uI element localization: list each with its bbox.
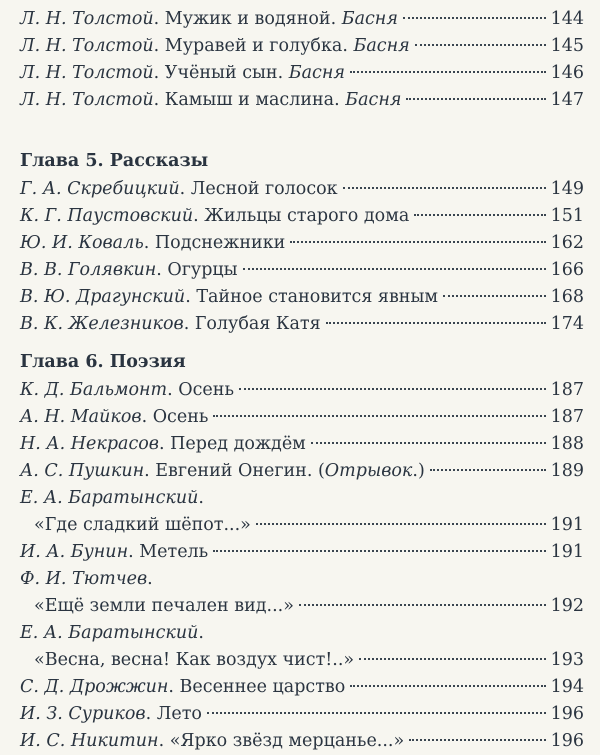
dot-leader: [415, 44, 546, 46]
entry-author: Е. А. Баратынский: [20, 623, 199, 643]
dot-leader: [350, 71, 546, 73]
entry-author: С. Д. Дрожжин: [20, 677, 169, 697]
entry-text: [20, 728, 404, 755]
entry-author: Е. А. Баратынский: [20, 488, 199, 508]
toc-entry[interactable]: [20, 512, 584, 539]
entry-title: . Лесной голосок: [179, 179, 338, 199]
dot-leader: [343, 187, 546, 189]
toc-section-chapter-6: [20, 347, 584, 755]
entry-title: . Огурцы: [156, 260, 238, 280]
toc-entry[interactable]: [20, 566, 584, 593]
entry-text: [20, 230, 285, 257]
toc-section-chapter-5: [20, 146, 584, 338]
entry-text: [20, 566, 153, 593]
toc-entry[interactable]: [20, 203, 584, 230]
toc-entry[interactable]: [20, 377, 584, 404]
entry-page-number: 191: [550, 515, 584, 535]
entry-title: . Жильцы старого дома: [193, 206, 410, 226]
entry-text: [34, 593, 294, 620]
entry-title: . Камыш и маслина.: [153, 90, 346, 110]
entry-page-number: 146: [550, 63, 584, 83]
entry-title: «Где сладкий шёпот...»: [34, 515, 251, 535]
entry-author: Л. Н. Толстой: [20, 63, 154, 83]
entry-text: [20, 674, 345, 701]
entry-text: [20, 203, 409, 230]
entry-author: И. А. Бунин: [20, 542, 129, 562]
toc-entry[interactable]: [20, 60, 584, 87]
toc-entry[interactable]: [20, 593, 584, 620]
entry-text: [20, 377, 234, 404]
dot-leader: [430, 469, 546, 471]
entry-author: Л. Н. Толстой: [20, 90, 154, 110]
entry-page-number: 168: [550, 287, 584, 307]
chapter-title: Глава 6. Поэзия: [20, 352, 186, 372]
toc-entry[interactable]: [20, 728, 584, 755]
toc-entry[interactable]: [20, 647, 584, 674]
toc-entry[interactable]: [20, 674, 584, 701]
entry-page-number: 192: [550, 596, 584, 616]
entry-text: [20, 311, 321, 338]
dot-leader: [414, 214, 545, 216]
entry-page-number: 187: [550, 380, 584, 400]
entry-title: .: [147, 569, 153, 589]
dot-leader: [443, 295, 546, 297]
toc-entry[interactable]: [20, 485, 584, 512]
entry-text: [20, 33, 410, 60]
entry-text: [20, 176, 338, 203]
toc-section-fables: [20, 6, 584, 114]
dot-leader: [359, 658, 545, 660]
toc-entry[interactable]: [20, 620, 584, 647]
dot-leader: [207, 712, 546, 714]
entry-title: . Муравей и голубка.: [153, 36, 354, 56]
entry-title: . «Ярко звёзд мерцанье...»: [158, 731, 405, 751]
toc-entry[interactable]: [20, 458, 584, 485]
entry-text: [20, 701, 202, 728]
toc-entry[interactable]: [20, 257, 584, 284]
entry-author: И. З. Суриков: [20, 704, 146, 724]
entry-text: [20, 458, 425, 485]
entry-page-number: 166: [550, 260, 584, 280]
toc-entry[interactable]: [20, 701, 584, 728]
entry-title: . Учёный сын.: [153, 63, 289, 83]
entry-author: Ю. И. Коваль: [20, 233, 144, 253]
toc-entry[interactable]: [20, 431, 584, 458]
dot-leader: [326, 322, 546, 324]
entry-page-number: 144: [550, 9, 584, 29]
entry-page-number: 193: [550, 650, 584, 670]
entry-author: В. К. Железников: [20, 314, 184, 334]
entry-author: А. Н. Майков: [20, 407, 142, 427]
entry-title: .: [198, 623, 204, 643]
dot-leader: [311, 442, 546, 444]
entry-title: .: [198, 488, 204, 508]
entry-title: . Голубая Катя: [183, 314, 321, 334]
entry-author: К. Г. Паустовский: [20, 206, 194, 226]
entry-author: Л. Н. Толстой: [20, 9, 154, 29]
entry-text: [20, 257, 238, 284]
entry-text: [20, 431, 306, 458]
entry-title: . Мужик и водяной.: [153, 9, 342, 29]
dot-leader: [256, 523, 546, 525]
entry-text: [20, 284, 438, 311]
dot-leader: [213, 415, 545, 417]
entry-page-number: 145: [550, 36, 584, 56]
entry-author: Л. Н. Толстой: [20, 36, 154, 56]
entry-text: [34, 647, 354, 674]
entry-text: [20, 620, 204, 647]
entry-title: . Подснежники: [143, 233, 286, 253]
entry-text: [34, 512, 251, 539]
entry-text: [20, 87, 401, 114]
entry-author: В. В. Голявкин: [20, 260, 157, 280]
entry-text: [20, 60, 345, 87]
entry-title: . Осень: [141, 407, 209, 427]
entry-page-number: 196: [550, 704, 584, 724]
entry-author: В. Ю. Драгунский: [20, 287, 186, 307]
entry-title: . Евгений Онегин. (: [144, 461, 325, 481]
entry-page-number: 189: [550, 461, 584, 481]
entry-page-number: 188: [550, 434, 584, 454]
entry-page-number: 187: [550, 407, 584, 427]
dot-leader: [243, 268, 546, 270]
entry-title: . Весеннее царство: [168, 677, 346, 697]
entry-genre: Басня: [353, 36, 410, 56]
entry-author: А. С. Пушкин: [20, 461, 145, 481]
dot-leader: [299, 604, 546, 606]
entry-page-number: 191: [550, 542, 584, 562]
entry-title: . Перед дождём: [159, 434, 306, 454]
entry-title: .): [412, 461, 425, 481]
entry-author: Н. А. Некрасов: [20, 434, 159, 454]
toc-entry[interactable]: [20, 176, 584, 203]
entry-title: . Осень: [167, 380, 234, 400]
entry-title: «Ещё земли печален вид...»: [34, 596, 294, 616]
entry-genre: Басня: [341, 9, 398, 29]
dot-leader: [239, 388, 546, 390]
entry-genre: Басня: [345, 90, 402, 110]
entry-text: [20, 404, 208, 431]
entry-title: . Метель: [128, 542, 209, 562]
entry-page-number: 162: [550, 233, 584, 253]
toc-entry[interactable]: [20, 87, 584, 114]
entry-author: Г. А. Скребицкий: [20, 179, 180, 199]
toc-entry[interactable]: [20, 404, 584, 431]
toc-entry[interactable]: [20, 6, 584, 33]
dot-leader: [290, 241, 545, 243]
entry-author: К. Д. Бальмонт: [20, 380, 168, 400]
toc-entry[interactable]: [20, 230, 584, 257]
entry-text: [20, 539, 208, 566]
entry-page-number: 147: [550, 90, 584, 110]
entry-page-number: 151: [550, 206, 584, 226]
toc-entry[interactable]: [20, 539, 584, 566]
chapter-title: Глава 5. Рассказы: [20, 151, 209, 171]
dot-leader: [403, 17, 546, 19]
dot-leader: [406, 98, 545, 100]
entry-title: . Тайное становится явным: [185, 287, 439, 307]
toc-entry[interactable]: [20, 33, 584, 60]
entry-page-number: 149: [550, 179, 584, 199]
dot-leader: [409, 739, 545, 741]
entry-author: Ф. И. Тютчев: [20, 569, 148, 589]
entry-genre: Басня: [288, 63, 345, 83]
dot-leader: [350, 685, 545, 687]
entry-title: . Лето: [145, 704, 202, 724]
entry-page-number: 174: [550, 314, 584, 334]
entry-genre: Отрывок: [324, 461, 413, 481]
entry-text: [20, 485, 204, 512]
dot-leader: [213, 550, 545, 552]
entry-page-number: 196: [550, 731, 584, 751]
entry-text: [20, 6, 398, 33]
entry-author: И. С. Никитин: [20, 731, 159, 751]
toc-entry[interactable]: [20, 311, 584, 338]
entry-page-number: 194: [550, 677, 584, 697]
entry-title: «Весна, весна! Как воздух чист!..»: [34, 650, 355, 670]
toc-entry[interactable]: [20, 284, 584, 311]
